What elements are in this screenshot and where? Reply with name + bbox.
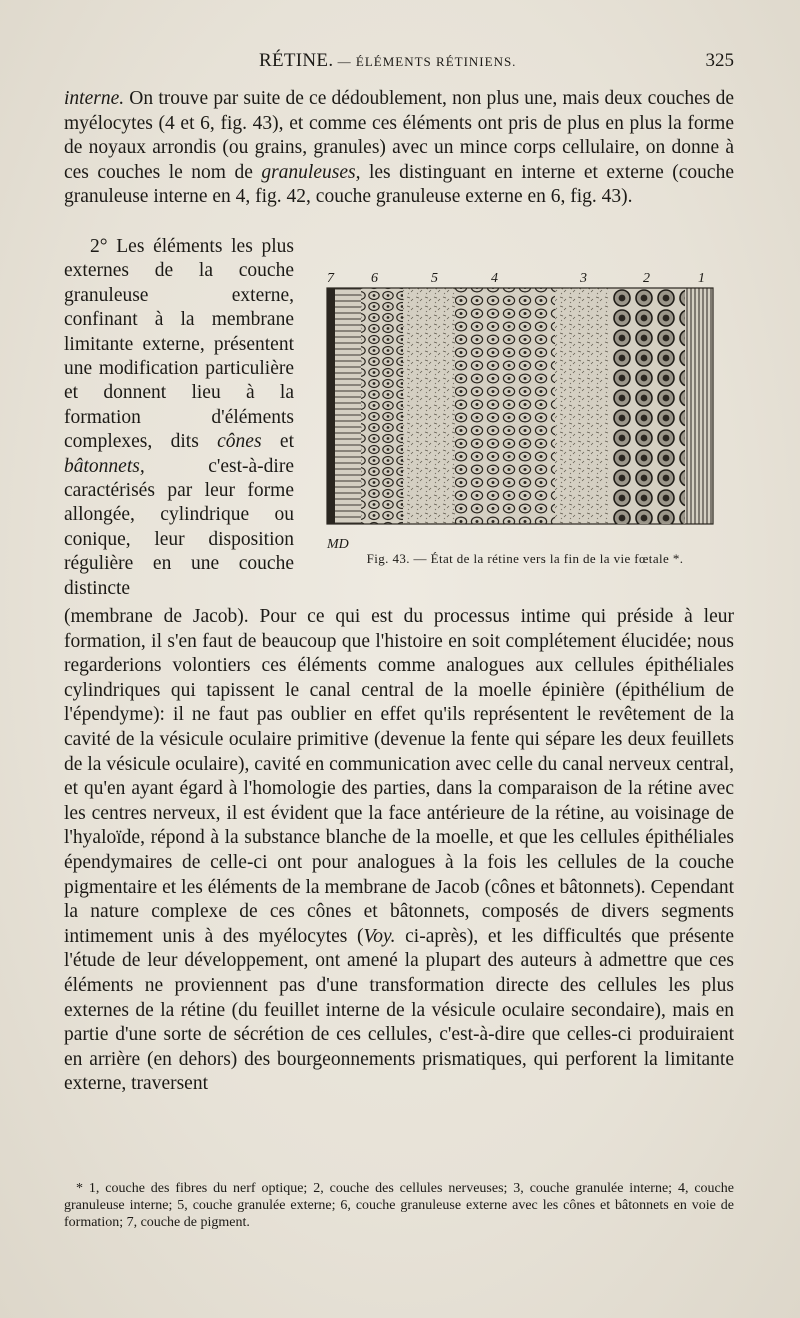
paragraph-2-end-text: ci-après), et les difficultés que présente l'étude de leur développement, ont amené la plupart des auteurs à admettre que ces éléments ne proviennent pas d'une transformation directe des cellules les plus externes de la rétine (du feuillet interne de la vésicule oculaire secondaire), mais en partie d'une sorte de sécrétion de ces cellules, c'est-à-dire que celles-ci produiraient en arrière (en dehors) des bourgeonnements prismatiques, qui perforent la limitante externe, traversent [64, 925, 734, 1095]
running-title-section: — ÉLÉMENTS RÉTINIENS. [333, 54, 517, 69]
italic-batonnets: bâtonnets, [64, 455, 145, 477]
inner-granulated-layer [555, 288, 609, 524]
tissue-section [327, 288, 713, 524]
layer-label-3: 3 [580, 271, 587, 286]
pigment-layer [327, 288, 335, 524]
paragraph-1-italic: granuleuses, [261, 161, 361, 183]
italic-voy: Voy. [363, 925, 396, 947]
figure-caption: Fig. 43. — État de la rétine vers la fin de la vie fœtale *. [366, 551, 684, 566]
footnote-text: * 1, couche des fibres du nerf optique; 2, couche des cellules nerveuses; 3, couche granulée interne; 4, couche granuleuse interne; 5, couche granulée externe; 6, couche granuleuse externe avec les cônes et bâtonnets en voie de formation; 7, couche de pigment. [64, 1181, 734, 1230]
footnote [64, 1180, 734, 1231]
inner-granular-layer [455, 288, 555, 524]
layer-labels [327, 271, 705, 286]
retina-engraving [325, 268, 725, 553]
paragraph-2-column [64, 235, 294, 601]
rods-cones-layer [335, 288, 361, 524]
paragraph-2-text-c: c'est-à-dire caractérisés par leur forme allongée, cylindrique ou conique, leur disposition régulière en une couche distincte [64, 455, 294, 599]
paragraph-1 [64, 87, 734, 210]
paragraph-1-text-a: On trouve par suite de ce dédoublement, non plus une, mais deux couches de myélocytes (4 et 6, fig. 43), et comme ces éléments ont pris de plus en plus la forme de noyaux arrondis (ou grains, granules) avec un mince corps cellulaire, on donne à ces couches le nom de [64, 88, 734, 183]
paragraph-2-text-b: et [261, 431, 294, 453]
figure-43 [325, 268, 725, 568]
page-number: 325 [705, 50, 734, 71]
nerve-cell-layer [609, 288, 685, 524]
layer-label-5: 5 [431, 271, 438, 286]
outer-granulated-layer [403, 288, 455, 524]
optic-fibre-layer [685, 288, 713, 524]
italic-cones: cônes [217, 431, 262, 453]
paragraph-1-text-b: les distinguant en interne et externe (couche granuleuse interne en 4, fig. 42, couche granuleuse externe en 6, fig. 43). [64, 161, 734, 208]
layer-label-4: 4 [491, 271, 498, 286]
paragraph-2-continued [64, 605, 734, 1097]
engraver-signature: MD [327, 537, 349, 552]
paragraph-2-text-a: 2° Les éléments les plus externes de la couche granuleuse externe, confinant à la membrane limitante externe, présentent une modification particulière et donnent lieu à la formation d'éléments complexes, dits [64, 236, 294, 453]
layer-label-7: 7 [327, 271, 334, 286]
running-title [259, 50, 516, 72]
layer-label-6: 6 [371, 271, 378, 286]
layer-label-1: 1 [698, 271, 705, 286]
paragraph-2-continued-text: (membrane de Jacob). Pour ce qui est du processus intime qui préside à leur formation, il s'en faut de beaucoup que l'histoire en soit complétement élucidée; nous regarderions volontiers ces éléments comme analogues aux cellules épithéliales cylindriques qui tapissent le canal central de la moelle épinière (épithélium de l'épendyme): il ne faut pas oublier en effet qu'ils représentent le revêtement de la cavité de la vésicule oculaire primitive (devenue la fente qui sépare les deux feuillets de la vésicule oculaire), cavité en communication avec celle du canal nerveux central, et qu'en ayant égard à l'homologie des parties, dans la comparaison de la rétine avec les centres nerveux, il est évident que la face antérieure de la rétine, au voisinage de l'hyaloïde, répond à la substance blanche de la moelle, et que les cellules épithéliales épendymaires de celle-ci ont pour analogues à la fois les cellules de la couche pigmentaire et les éléments de la membrane de Jacob (cônes et bâtonnets). Cependant la nature complexe de ces cônes et bâtonnets, composés de divers segments intimement unis à des myélocytes ( [64, 606, 734, 947]
running-title-main: RÉTINE. [259, 50, 334, 71]
layer-label-2: 2 [643, 271, 650, 286]
running-header [64, 50, 734, 76]
outer-granular-layer [361, 288, 403, 524]
paragraph-1-lead: interne. [64, 88, 125, 109]
